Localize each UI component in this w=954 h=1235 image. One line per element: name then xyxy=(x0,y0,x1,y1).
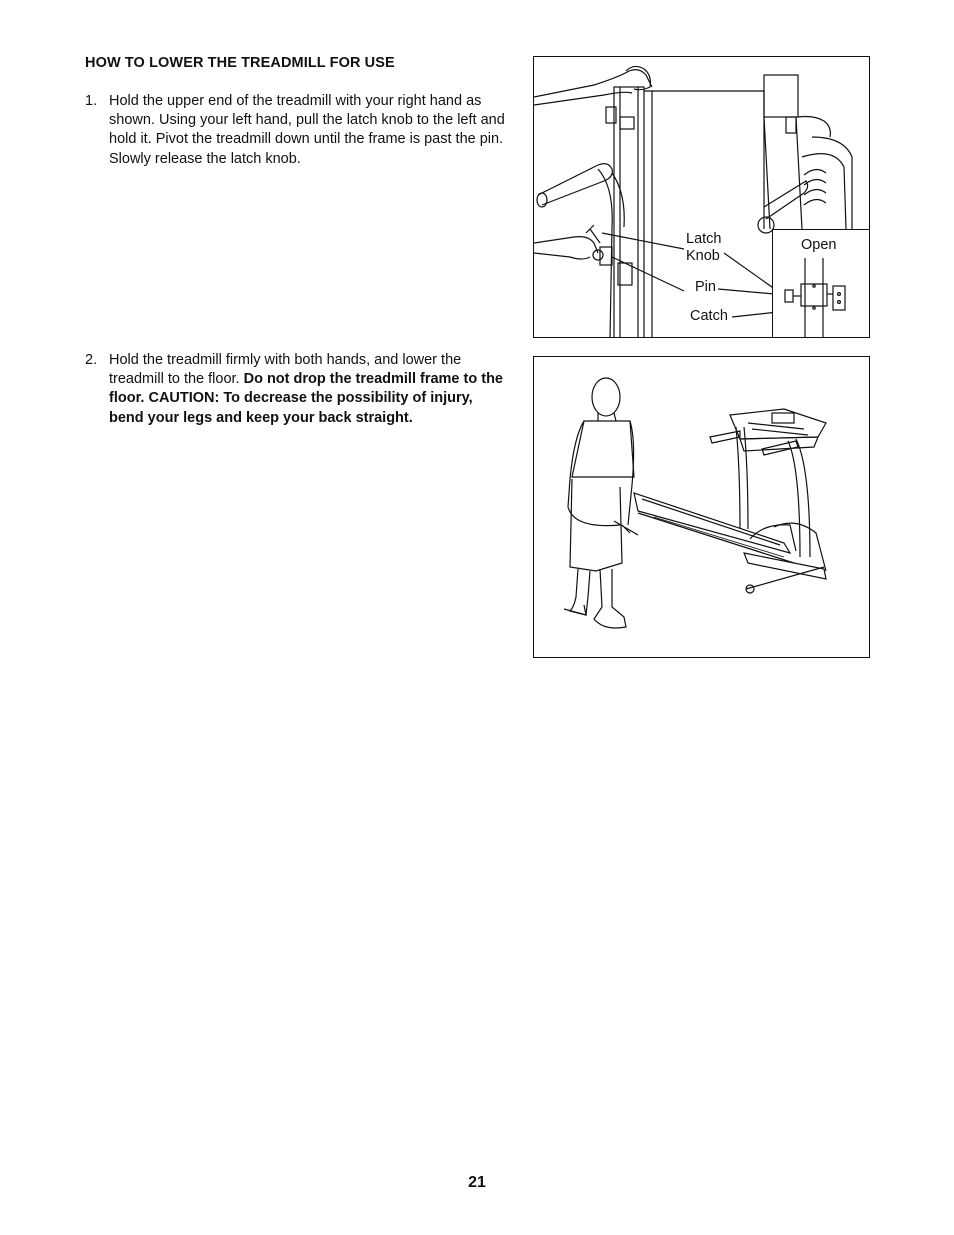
lower-treadmill-illustration xyxy=(534,357,870,658)
section-heading: HOW TO LOWER THE TREADMILL FOR USE xyxy=(85,55,395,71)
page-number: 21 xyxy=(468,1174,486,1191)
step-text xyxy=(109,351,505,428)
step-number: 2. xyxy=(85,352,98,368)
latch-knob-label: Latch Knob xyxy=(686,231,722,264)
open-label: Open xyxy=(801,237,837,253)
instruction-step-2 xyxy=(85,351,505,428)
catch-label: Catch xyxy=(690,308,728,324)
pin-label: Pin xyxy=(695,279,716,295)
figure-latch-release xyxy=(533,56,870,338)
step-text: Hold the upper end of the treadmill with your right hand as shown. Using your left hand, pull the latch knob to the left and hold it. Pivot the treadmill down until the frame is past the pin. Slowly release the latch knob. xyxy=(109,93,505,167)
step-text-regular: Hold the treadmill firmly with both hands, and lower the treadmill to the floor. xyxy=(109,352,462,388)
figure-lower-treadmill xyxy=(533,356,870,658)
instruction-step-1 xyxy=(85,92,505,169)
step-text-warning: Do not drop the treadmill frame to the floor. CAUTION: To decrease the possibility of injury, bend your legs and keep your back straight. xyxy=(109,371,503,426)
step-number: 1. xyxy=(85,93,98,109)
